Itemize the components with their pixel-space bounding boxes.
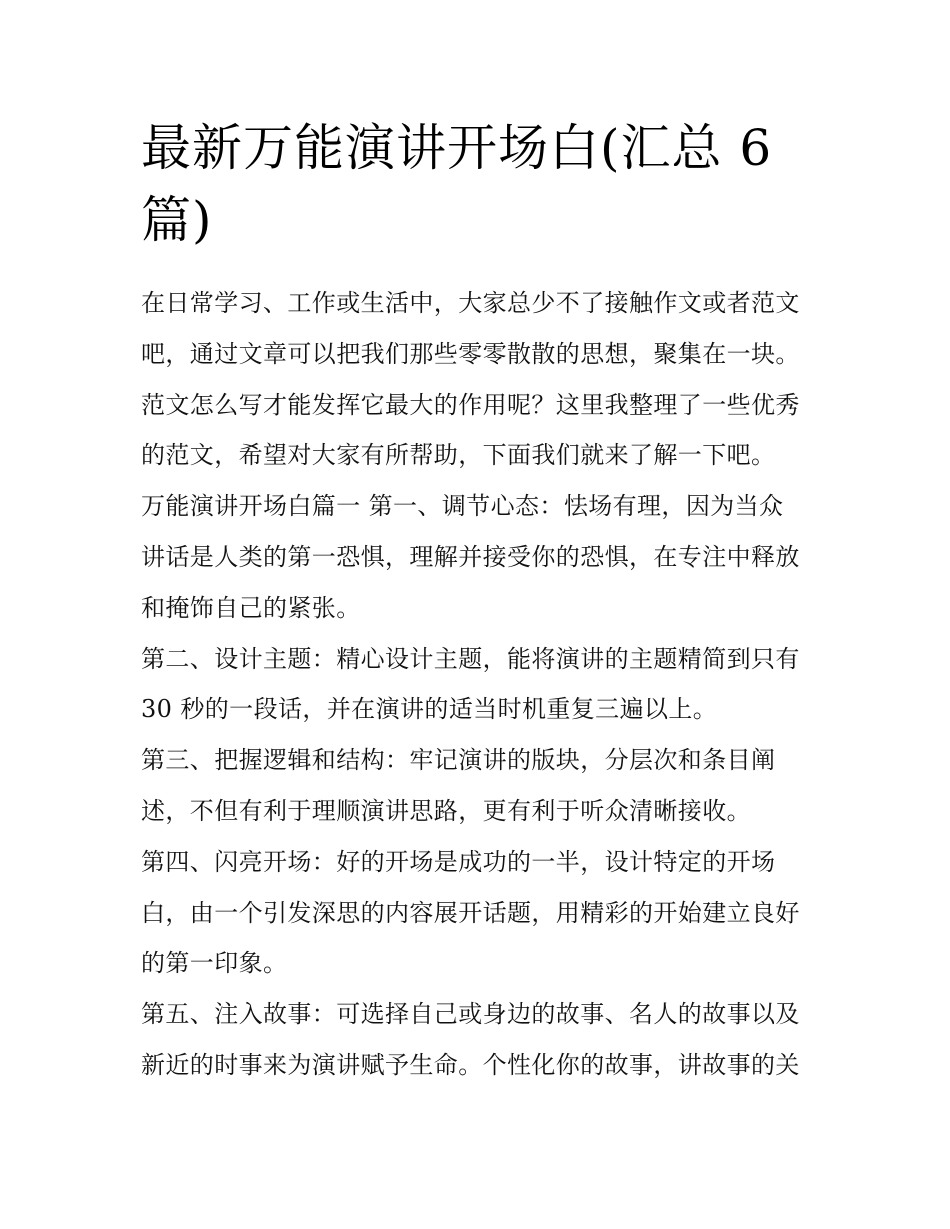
body-line: 白，由一个引发深思的内容展开话题，用精彩的开始建立良好 (141, 898, 800, 927)
body-line: 第五、注入故事：可选择自己或身边的故事、名人的故事以及 (141, 1000, 800, 1029)
body-line: 第二、设计主题：精心设计主题，能将演讲的主题精简到只有 (141, 644, 800, 673)
title-line-2: 篇) (141, 191, 213, 249)
body-line: 讲话是人类的第一恐惧，理解并接受你的恐惧，在专注中释放 (141, 542, 800, 571)
body-line: 万能演讲开场白篇一 第一、调节心态：怯场有理，因为当众 (141, 492, 784, 521)
document-body (141, 278, 813, 1091)
document-page (141, 112, 813, 1091)
document-title (141, 112, 813, 256)
body-line: 第三、把握逻辑和结构：牢记演讲的版块，分层次和条目阐 (141, 746, 776, 775)
body-line: 的第一印象。 (141, 949, 288, 978)
body-line: 和掩饰自己的紧张。 (141, 593, 361, 622)
body-line: 范文怎么写才能发挥它最大的作用呢？这里我整理了一些优秀 (141, 390, 800, 419)
body-line: 新近的时事来为演讲赋予生命。个性化你的故事，讲故事的关 (141, 1050, 800, 1079)
body-line: 的范文，希望对大家有所帮助，下面我们就来了解一下吧。 (141, 441, 776, 470)
body-line: 第四、闪亮开场：好的开场是成功的一半，设计特定的开场 (141, 847, 776, 876)
body-line: 在日常学习、工作或生活中，大家总少不了接触作文或者范文 (141, 289, 800, 317)
body-line: 吧，通过文章可以把我们那些零零散散的思想，聚集在一块。 (141, 339, 800, 368)
body-line: 述，不但有利于理顺演讲思路，更有利于听众清晰接收。 (141, 796, 751, 825)
body-line: 30 秒的一段话，并在演讲的适当时机重复三遍以上。 (141, 695, 718, 724)
title-line-1: 最新万能演讲开场白(汇总 6 (141, 119, 773, 177)
